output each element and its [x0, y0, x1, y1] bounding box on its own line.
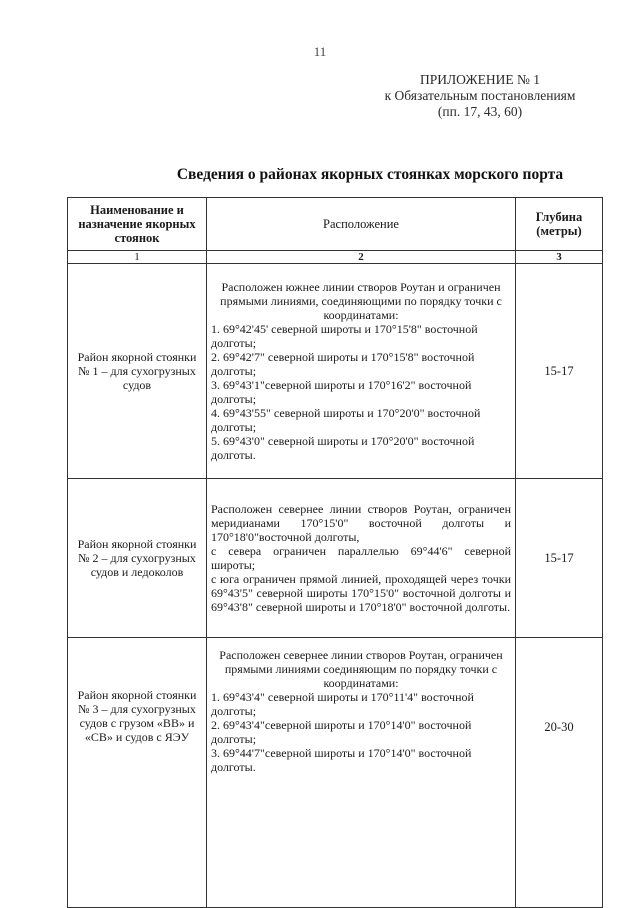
coordinate-point: 2. 69°42'7" северной широты и 170°15'8" восточной долготы; [211, 350, 475, 378]
document-title: Сведения о районах якорных стоянках морского порта [176, 166, 564, 183]
anchorage-location [207, 264, 516, 479]
table-row [68, 264, 603, 479]
anchorage-name: Район якорной стоянки № 3 – для сухогрузных судов с грузом «ВВ» и «СВ» и судов с ЯЭУ [68, 638, 207, 908]
location-paragraph: Расположен севернее линии створов Роутан, ограничен меридианами 170°15'0" восточной долготы и 170°18'0"восточной долготы, [211, 502, 511, 544]
column-number-row [68, 251, 603, 264]
anchorage-table [67, 197, 603, 908]
coordinate-point: 5. 69°43'0" северной широты и 170°20'0" восточной долготы. [211, 434, 475, 462]
coordinate-point: 3. 69°44'7"северной широты и 170°14'0" восточной долготы. [211, 746, 472, 774]
table-header-row [68, 198, 603, 251]
location-intro: Расположен севернее линии створов Роутан, ограничен прямыми линиями соединяющим по порядку точки с координатами: [219, 648, 503, 690]
coordinate-point: 3. 69°43'1"северной широты и 170°16'2" восточной долготы; [211, 378, 472, 406]
table-row [68, 638, 603, 908]
header-location: Расположение [207, 198, 516, 251]
header-depth: Глубина (метры) [516, 198, 603, 251]
appendix-references: (пп. 17, 43, 60) [437, 104, 523, 119]
anchorage-location [207, 479, 516, 638]
table-row [68, 479, 603, 638]
anchorage-location [207, 638, 516, 908]
column-number-3: 3 [516, 251, 603, 264]
anchorage-depth: 15-17 [516, 479, 603, 638]
location-paragraph: с севера ограничен параллелью 69°44'6" северной широты; [211, 544, 511, 572]
appendix-subtitle: к Обязательным постановлениям [384, 88, 576, 103]
column-number-2: 2 [207, 251, 516, 264]
coordinate-point: 4. 69°43'55" северной широты и 170°20'0" восточной долготы; [211, 406, 481, 434]
page-number: 11 [313, 44, 327, 59]
anchorage-name: Район якорной стоянки № 2 – для сухогрузных судов и ледоколов [68, 479, 207, 638]
coordinate-point: 1. 69°42'45' северной широты и 170°15'8" восточной долготы; [211, 322, 478, 350]
coordinate-point: 1. 69°43'4" северной широты и 170°11'4" восточной долготы; [211, 690, 474, 718]
anchorage-depth: 15-17 [516, 264, 603, 479]
location-intro: Расположен южнее линии створов Роутан и ограничен прямыми линиями, соединяющими по порядку точки с координатами: [220, 280, 502, 322]
location-paragraph: с юга ограничен прямой линией, проходящей через точки 69°43'5" северной широты 170°15'0" восточной долготы и 69°43'8" северной широты и 170°18'0" восточной долготы. [211, 572, 511, 614]
header-name: Наименование и назначение якорных стоянок [68, 198, 207, 251]
column-number-1: 1 [68, 251, 207, 264]
appendix-header [350, 72, 610, 120]
coordinate-point: 2. 69°43'4"северной широты и 170°14'0" восточной долготы; [211, 718, 472, 746]
anchorage-depth: 20-30 [516, 638, 603, 908]
anchorage-name: Район якорной стоянки № 1 – для сухогрузных судов [68, 264, 207, 479]
appendix-title: ПРИЛОЖЕНИЕ № 1 [419, 72, 541, 87]
